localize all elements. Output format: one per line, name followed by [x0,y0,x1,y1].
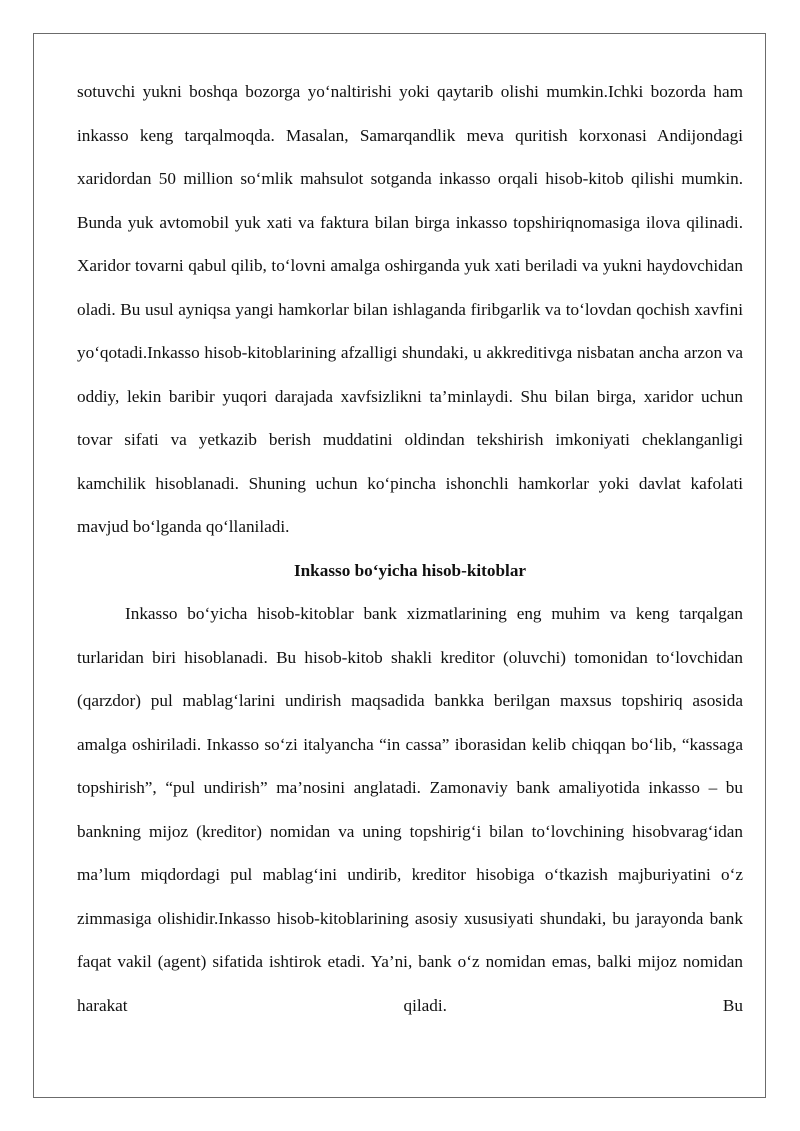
paragraph-1: sotuvchi yukni boshqa bozorga yo‘naltirishi yoki qaytarib olishi mumkin.Ichki bozorda ham inkasso keng tarqalmoqda. Masalan, Samarqandlik meva quritish korxonasi Andijondagi xaridordan 50 million so‘mlik mahsulot sotganda inkasso orqali hisob-kitob qilishi mumkin. Bunda yuk avtomobil yuk xati va faktura bilan birga inkasso topshiriqnomasiga ilova qilinadi. Xaridor tovarni qabul qilib, to‘lovni amalga oshirganda yuk xati beriladi va yukni haydovchidan oladi. Bu usul ayniqsa yangi hamkorlar bilan ishlaganda firibgarlik va to‘lovdan qochish xavfini yo‘qotadi.Inkasso hisob-kitoblarining afzalligi shundaki, u akkreditivga nisbatan ancha arzon va oddiy, lekin baribir yuqori darajada xavfsizlikni ta’minlaydi. Shu bilan birga, xaridor uchun tovar sifati va yetkazib berish muddatini oldindan tekshirish imkoniyati cheklanganligi kamchilik hisoblanadi. Shuning uchun ko‘pincha ishonchli hamkorlar yoki davlat kafolati mavjud bo‘lganda qo‘llaniladi. [77,82,743,536]
section-heading: Inkasso bo‘yicha hisob-kitoblar [293,560,527,580]
document-body [77,70,743,1027]
paragraph-2: Inkasso bo‘yicha hisob-kitoblar bank xizmatlarining eng muhim va keng tarqalgan turlaridan biri hisoblanadi. Bu hisob-kitob shakli kreditor (oluvchi) tomonidan to‘lovchidan (qarzdor) pul mablag‘larini undirish maqsadida bankka berilgan maxsus topshiriq asosida amalga oshiriladi. Inkasso so‘zi italyancha “in cassa” iborasidan kelib chiqqan bo‘lib, “kassaga topshirish”, “pul undirish” ma’nosini anglatadi. Zamonaviy bank amaliyotida inkasso – bu bankning mijoz (kreditor) nomidan va uning topshirig‘i bilan to‘lovchining hisobvarag‘idan ma’lum miqdordagi pul mablag‘ini undirib, kreditor hisobiga o‘tkazish majburiyatini o‘z zimmasiga olishidir.Inkasso hisob-kitoblarining asosiy xususiyati shundaki, bu jarayonda bank faqat vakil (agent) sifatida ishtirok etadi. Ya’ni, bank o‘z nomidan emas, balki mijoz nomidan harakat qiladi. Bu [77,604,743,1015]
